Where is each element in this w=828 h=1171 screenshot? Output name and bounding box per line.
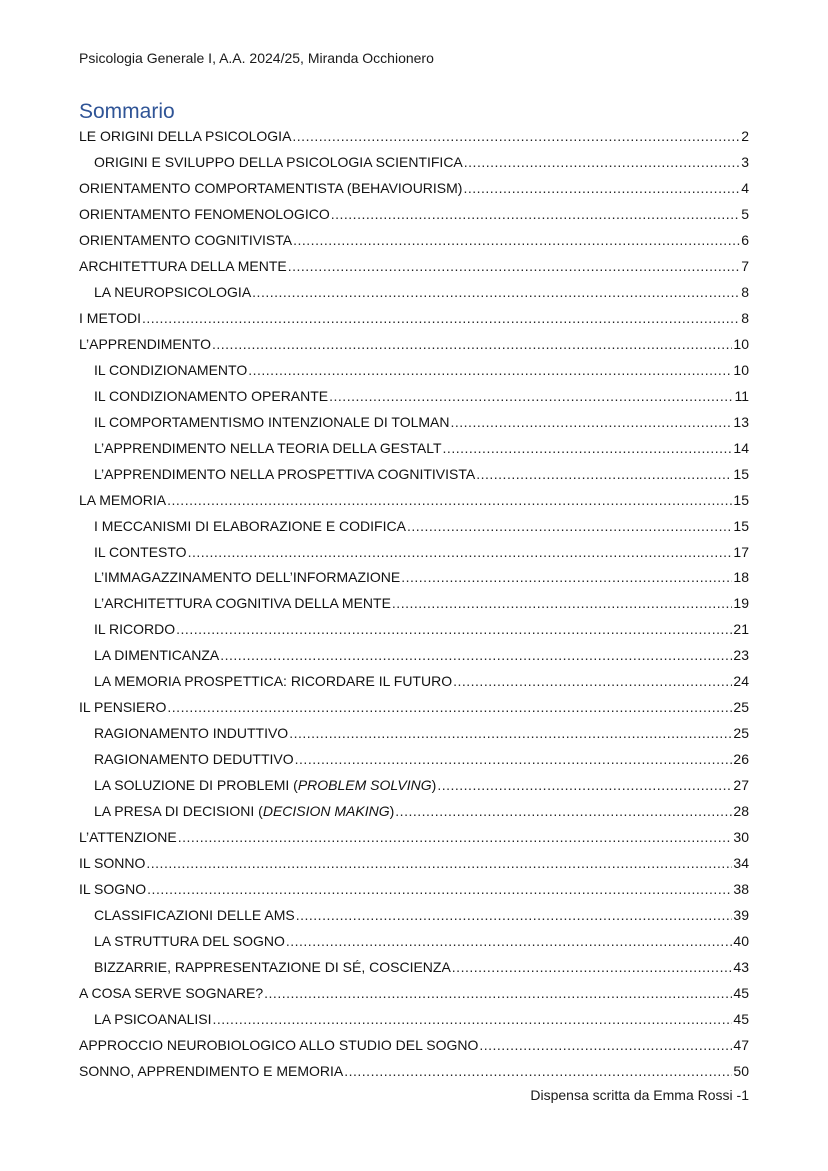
toc-entry-label (79, 879, 146, 899)
toc-entry-page-number: 8 (741, 309, 749, 326)
toc-entry-label-text: RAGIONAMENTO INDUTTIVO (94, 725, 289, 742)
dot-leader (176, 619, 732, 639)
toc-entry-page-number: 10 (733, 335, 749, 352)
toc-entry-label-text: APPROCCIO NEUROBIOLOGICO ALLO STUDIO DEL SOGNO (79, 1036, 479, 1053)
toc-entry-label (94, 801, 394, 821)
toc-entry-label-text: RAGIONAMENTO DEDUTTIVO (94, 751, 294, 768)
dot-leader (443, 438, 733, 458)
toc-entry[interactable] (79, 256, 749, 282)
toc-entry-page-number: 25 (733, 699, 749, 716)
dot-leader (296, 905, 733, 925)
toc-entry-label-suffix: ) (431, 777, 437, 794)
toc-entry-page-number: 8 (741, 283, 749, 300)
toc-entry-page-number: 28 (733, 803, 749, 820)
toc-entry-label-text: IL SONNO (79, 855, 146, 872)
toc-entry[interactable] (79, 931, 749, 957)
toc-entry-page-number: 4 (741, 179, 749, 196)
toc-entry[interactable] (79, 593, 749, 619)
dot-leader (295, 749, 733, 769)
dot-leader (167, 490, 732, 510)
toc-entry-page-number: 45 (733, 1010, 749, 1027)
toc-entry-page-number: 38 (733, 881, 749, 898)
toc-entry-page-number: 30 (733, 829, 749, 846)
toc-entry-label (79, 230, 292, 250)
toc-entry-page-number: 2 (741, 128, 749, 144)
dot-leader (142, 308, 740, 328)
toc-entry-label (94, 931, 285, 951)
toc-entry[interactable] (79, 723, 749, 749)
toc-entry-label-text: IL CONTESTO (94, 543, 187, 560)
toc-entry-label-italic: PROBLEM SOLVING (297, 777, 432, 794)
toc-entry-label (94, 438, 442, 458)
toc-entry-page-number: 17 (733, 543, 749, 560)
toc-entry[interactable] (79, 749, 749, 775)
toc-entry-label-text: BIZZARRIE, RAPPRESENTAZIONE DI SÉ, COSCIENZA (94, 959, 451, 975)
toc-entry[interactable] (79, 308, 749, 334)
toc-entry[interactable] (79, 775, 749, 801)
dot-leader (464, 152, 740, 172)
toc-entry[interactable] (79, 464, 749, 490)
toc-entry-label-text: IL PENSIERO (79, 699, 167, 716)
toc-entry[interactable] (79, 516, 749, 542)
toc-entry-label (79, 490, 166, 510)
toc-entry-label (79, 827, 177, 847)
toc-entry-label-text: L’ATTENZIONE (79, 829, 177, 846)
toc-entry-label-text: LA MEMORIA (79, 491, 167, 508)
toc-entry-label-text: LA MEMORIA PROSPETTICA: RICORDARE IL FUTURO (94, 673, 453, 690)
toc-entry-label-text: L’IMMAGAZZINAMENTO DELL’INFORMAZIONE (94, 569, 401, 586)
dot-leader (437, 775, 732, 795)
toc-entry-label-text: LA PSICOANALISI (94, 1010, 212, 1027)
dot-leader (220, 645, 732, 665)
toc-entry-label (94, 386, 328, 406)
toc-entry-page-number: 39 (733, 907, 749, 924)
toc-entry-label (94, 360, 247, 380)
toc-entry-label (94, 282, 251, 302)
toc-entry[interactable] (79, 152, 749, 178)
toc-entry-label-text: ORIGINI E SVILUPPO DELLA PSICOLOGIA SCIENTIFICA (94, 153, 463, 170)
toc-entry-label-text: IL CONDIZIONAMENTO (94, 361, 248, 378)
toc-entry[interactable] (79, 879, 749, 905)
toc-entry[interactable] (79, 1035, 749, 1061)
toc-entry-page-number: 11 (734, 387, 749, 404)
toc-entry[interactable] (79, 386, 749, 412)
dot-leader (452, 957, 733, 977)
dot-leader (292, 126, 740, 146)
toc-entry-label (79, 1061, 343, 1081)
toc-entry-label (94, 593, 391, 613)
toc-entry-label (94, 412, 450, 432)
toc-entry-label-text: ORIENTAMENTO FENOMENOLOGICO (79, 205, 330, 222)
toc-entry[interactable] (79, 204, 749, 230)
toc-entry-label-suffix: ) (389, 803, 395, 820)
toc-entry[interactable] (79, 801, 749, 827)
toc-entry[interactable] (79, 905, 749, 931)
table-of-contents (79, 126, 749, 1087)
toc-entry[interactable] (79, 1009, 749, 1035)
toc-entry-label (94, 464, 475, 484)
toc-entry-label (79, 126, 291, 146)
toc-entry-page-number: 18 (733, 569, 749, 586)
toc-entry-label-text: LA DIMENTICANZA (94, 647, 220, 664)
toc-entry-page-number: 21 (733, 621, 749, 638)
toc-entry-label-text: IL COMPORTAMENTISMO INTENZIONALE DI TOLMAN (94, 413, 450, 430)
toc-entry-label (79, 853, 145, 873)
toc-title: Sommario (79, 100, 175, 123)
toc-entry[interactable] (79, 360, 749, 386)
toc-entry-label-text: ARCHITETTURA DELLA MENTE (79, 257, 287, 274)
toc-entry-label-text: L’APPRENDIMENTO NELLA TEORIA DELLA GESTALT (94, 439, 442, 456)
page-footer: Dispensa scritta da Emma Rossi -1 (530, 1087, 749, 1103)
toc-entry-page-number: 7 (741, 257, 749, 274)
toc-entry-page-number: 45 (733, 984, 749, 1001)
toc-entry[interactable] (79, 567, 749, 593)
toc-entry[interactable] (79, 827, 749, 853)
toc-entry-label (94, 567, 400, 587)
dot-leader (188, 542, 733, 562)
toc-entry-label-text: A COSA SERVE SOGNARE? (79, 984, 264, 1001)
dot-leader (146, 853, 732, 873)
toc-entry-label-text: I METODI (79, 309, 141, 326)
dot-leader (329, 386, 733, 406)
dot-leader (293, 230, 740, 250)
toc-entry-label (94, 1009, 212, 1029)
toc-entry-label (79, 308, 141, 328)
dot-leader (479, 1035, 732, 1055)
dot-leader (248, 360, 732, 380)
toc-entry[interactable] (79, 412, 749, 438)
toc-entry-label (94, 957, 451, 977)
toc-entry-label (94, 516, 406, 536)
toc-entry-page-number: 15 (733, 517, 749, 534)
toc-entry-label (79, 256, 287, 276)
toc-entry-label (94, 723, 288, 743)
dot-leader (178, 827, 733, 847)
toc-entry-page-number: 47 (733, 1036, 749, 1053)
toc-entry-label (94, 775, 436, 795)
toc-entry-page-number: 34 (733, 855, 749, 872)
toc-entry-label (79, 204, 330, 224)
toc-entry[interactable] (79, 438, 749, 464)
toc-entry-page-number: 3 (741, 153, 749, 170)
dot-leader (212, 334, 732, 354)
toc-entry-label (94, 542, 187, 562)
toc-entry[interactable] (79, 230, 749, 256)
toc-entry[interactable] (79, 645, 749, 671)
toc-entry-page-number: 40 (733, 933, 749, 950)
toc-entry-label-text: SONNO, APPRENDIMENTO E MEMORIA (79, 1062, 344, 1079)
toc-entry-label-text: LA SOLUZIONE DI PROBLEMI ( (94, 777, 298, 794)
toc-entry-page-number: 26 (733, 751, 749, 768)
toc-entry[interactable] (79, 334, 749, 360)
toc-entry-page-number: 19 (733, 595, 749, 612)
toc-entry-label (94, 645, 219, 665)
dot-leader (264, 983, 732, 1003)
dot-leader (476, 464, 732, 484)
dot-leader (167, 697, 732, 717)
toc-entry[interactable] (79, 542, 749, 568)
dot-leader (289, 723, 732, 743)
toc-entry[interactable] (79, 671, 749, 697)
toc-entry[interactable] (79, 126, 749, 152)
dot-leader (252, 282, 740, 302)
toc-entry-label (94, 749, 294, 769)
toc-entry-page-number: 50 (733, 1062, 749, 1079)
toc-entry-label-italic: DECISION MAKING (262, 803, 390, 820)
toc-entry-label-text: L’APPRENDIMENTO (79, 335, 211, 352)
dot-leader (395, 801, 732, 821)
toc-entry-page-number: 25 (733, 725, 749, 742)
toc-entry-page-number: 27 (733, 777, 749, 794)
toc-entry-label-text: ORIENTAMENTO COMPORTAMENTISTA (BEHAVIOURISM) (79, 179, 463, 196)
toc-entry-page-number: 13 (733, 413, 749, 430)
toc-entry[interactable] (79, 619, 749, 645)
toc-entry-label-text: L’ARCHITETTURA COGNITIVA DELLA MENTE (94, 595, 391, 612)
toc-entry-label-text: IL RICORDO (94, 621, 176, 638)
toc-entry-label-text: IL SOGNO (79, 881, 147, 898)
toc-entry-label (79, 983, 263, 1003)
dot-leader (463, 178, 740, 198)
toc-entry-page-number: 43 (733, 959, 749, 975)
toc-entry-label (79, 178, 462, 198)
toc-entry[interactable] (79, 282, 749, 308)
dot-leader (288, 256, 741, 276)
toc-entry[interactable] (79, 178, 749, 204)
toc-entry-label-text: ORIENTAMENTO COGNITIVISTA (79, 231, 293, 248)
dot-leader (407, 516, 732, 536)
dot-leader (331, 204, 740, 224)
toc-entry-label-text: CLASSIFICAZIONI DELLE AMS (94, 907, 295, 924)
dot-leader (451, 412, 733, 432)
toc-entry-label (79, 334, 211, 354)
dot-leader (453, 671, 732, 691)
toc-entry[interactable] (79, 1061, 749, 1087)
toc-entry-label-text: LA PRESA DI DECISIONI ( (94, 803, 263, 820)
dot-leader (286, 931, 733, 951)
toc-entry-label (94, 619, 175, 639)
toc-entry-label (79, 697, 166, 717)
toc-entry-label (79, 1035, 478, 1055)
toc-entry-page-number: 6 (741, 231, 749, 248)
toc-entry-page-number: 15 (733, 465, 749, 482)
dot-leader (401, 567, 732, 587)
toc-entry[interactable] (79, 697, 749, 723)
toc-entry[interactable] (79, 983, 749, 1009)
dot-leader (344, 1061, 732, 1081)
toc-entry-label-text: I MECCANISMI DI ELABORAZIONE E CODIFICA (94, 517, 406, 534)
page-header: Psicologia Generale I, A.A. 2024/25, Miranda Occhionero (79, 50, 434, 66)
toc-entry-label-text: IL CONDIZIONAMENTO OPERANTE (94, 387, 329, 404)
dot-leader (392, 593, 733, 613)
dot-leader (213, 1009, 733, 1029)
dot-leader (147, 879, 732, 899)
toc-entry-label (94, 905, 295, 925)
toc-entry-label-text: LA NEUROPSICOLOGIA (94, 283, 252, 300)
toc-entry-label-text: LA STRUTTURA DEL SOGNO (94, 933, 285, 950)
toc-entry-label-text: LE ORIGINI DELLA PSICOLOGIA (79, 128, 292, 144)
toc-entry-page-number: 15 (733, 491, 749, 508)
toc-entry-label (94, 671, 452, 691)
toc-entry-page-number: 24 (733, 673, 749, 690)
toc-entry[interactable] (79, 853, 749, 879)
toc-entry-page-number: 14 (733, 439, 749, 456)
toc-entry-page-number: 5 (741, 205, 749, 222)
toc-entry[interactable] (79, 490, 749, 516)
toc-entry-page-number: 23 (733, 647, 749, 664)
toc-entry-label (94, 152, 463, 172)
toc-entry-label-text: L’APPRENDIMENTO NELLA PROSPETTIVA COGNITIVISTA (94, 465, 476, 482)
toc-entry[interactable] (79, 957, 749, 983)
toc-entry-page-number: 10 (733, 361, 749, 378)
